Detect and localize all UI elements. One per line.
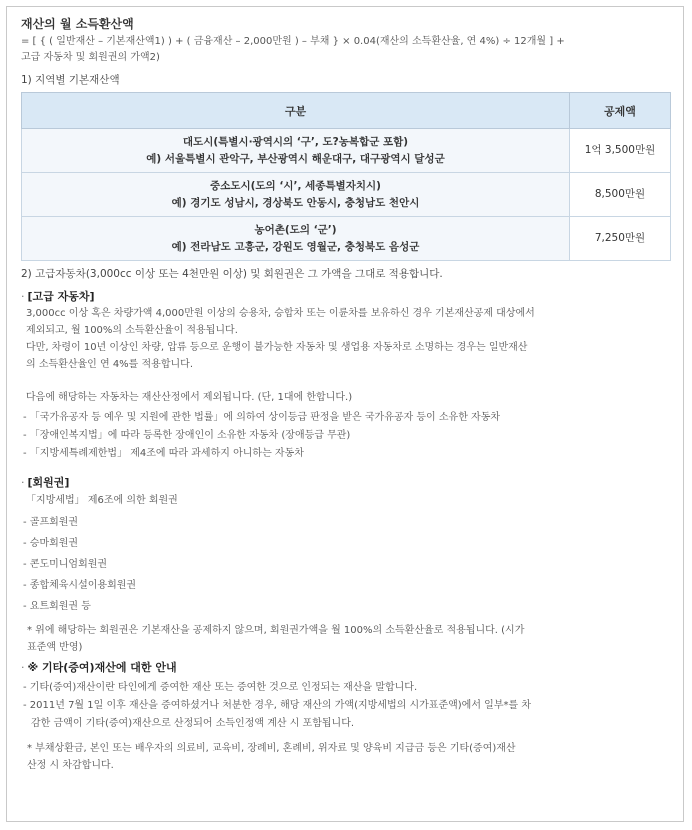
table-header-row xyxy=(22,93,671,129)
region-example: 예) 전라남도 고흥군, 강원도 영월군, 충청북도 음성군 xyxy=(171,240,420,253)
list-item: - 골프회원권 xyxy=(23,517,79,528)
car-section-heading: · [고급 자동차] xyxy=(21,290,95,303)
table-row xyxy=(22,217,671,261)
table-row xyxy=(22,173,671,217)
table-row xyxy=(22,129,671,173)
car-paragraph-1: 3,000cc 이상 혹은 차량가액 4,000만원 이상의 승용차, 승합차 또는 이륜차를 보유하신 경우 기본재산공제 대상에서 제외되고, 월 100%의 소득환산율이 적용됩니다. xyxy=(26,308,535,336)
basic-amount-heading: 1) 지역별 기본재산액 xyxy=(21,74,120,86)
car-exclusion-list xyxy=(21,409,671,463)
bullet-icon: · xyxy=(21,661,25,674)
list-item: - 기타(증여)재산이란 타인에게 증여한 재산 또는 증여한 것으로 인정되는 재산을 말합니다. xyxy=(23,682,418,693)
region-example: 예) 경기도 성남시, 경상북도 안동시, 충청남도 천안시 xyxy=(171,196,420,209)
list-item: - 콘도미니엄회원권 xyxy=(23,559,108,570)
list-item: - 종합체육시설이용회원권 xyxy=(23,580,137,591)
formula-line-2: 고급 자동차 및 회원권의 가액2) xyxy=(21,52,160,63)
region-name: 농어촌(도의 ‘군’) xyxy=(254,223,337,236)
membership-note: * 위에 해당하는 회원권은 기본재산을 공제하지 않으며, 회원권가액을 월 100%의 소득환산율로 적용됩니다. (시가 표준액 반영) xyxy=(27,625,525,653)
membership-list xyxy=(21,512,671,617)
list-item: - 승마회원권 xyxy=(23,538,79,549)
gift-section-heading: · ※ 기타(증여)재산에 대한 안내 xyxy=(21,661,177,674)
membership-basis: 「지방세법」 제6조에 의한 회원권 xyxy=(26,495,178,506)
list-item: - 2011년 7월 1일 이후 재산을 증여하셨거나 처분한 경우, 해당 재산의 가액(지방세법의 시가표준액)에서 일부*를 차 감한 금액이 기타(증여)재산으로 산정되어 소득인정액 계산 시 포함됩니다. xyxy=(23,700,531,729)
bullet-icon: · xyxy=(21,290,25,303)
gift-list xyxy=(21,679,671,733)
region-cell xyxy=(22,173,570,217)
header-region: 구분 xyxy=(22,93,570,129)
amount-cell: 1억 3,500만원 xyxy=(570,129,671,173)
region-cell xyxy=(22,129,570,173)
amount-cell: 8,500만원 xyxy=(570,173,671,217)
amount-cell: 7,250만원 xyxy=(570,217,671,261)
region-name: 대도시(특별시·광역시의 ‘구’, 도?농복합군 포함) xyxy=(182,135,409,148)
bullet-icon: · xyxy=(21,476,25,489)
list-item: - 「장애인복지법」에 따라 등록한 장애인이 소유한 자동차 (장애등급 무관) xyxy=(23,430,351,441)
car-exclusion-intro: 다음에 해당하는 자동차는 재산산정에서 제외됩니다. (단, 1대에 한합니다.) xyxy=(26,392,353,403)
content-frame xyxy=(6,6,684,822)
membership-section-heading: · [회원권] xyxy=(21,476,70,489)
luxury-note: 2) 고급자동차(3,000cc 이상 또는 4천만원 이상) 및 회원권은 그 가액을 그대로 적용합니다. xyxy=(21,268,443,280)
car-paragraph-2: 다만, 차령이 10년 이상인 차량, 압류 등으로 운행이 불가능한 자동차 및 생업용 자동차로 소명하는 경우는 일반재산 의 소득환산율인 연 4%를 적용합니다. xyxy=(26,342,528,370)
formula-line-1: = [ { ( 일반재산 – 기본재산액1) ) + ( 금융재산 – 2,000만원 ) – 부채 } × 0.04(재산의 소득환산율, 연 4%) ÷ 12개월 ] + xyxy=(21,36,565,47)
list-item: - 요트회원권 등 xyxy=(23,601,91,612)
list-item: - 「지방세특례제한법」 제4조에 따라 과세하지 아니하는 자동차 xyxy=(23,448,304,459)
header-amount: 공제액 xyxy=(570,93,671,129)
region-name: 중소도시(도의 ‘시’, 세종특별자치시) xyxy=(210,179,381,192)
gift-note: * 부채상환금, 본인 또는 배우자의 의료비, 교육비, 장례비, 혼례비, 위자료 및 양육비 지급금 등은 기타(증여)재산 산정 시 차감합니다. xyxy=(27,743,516,771)
list-item: - 「국가유공자 등 예우 및 지원에 관한 법률」에 의하여 상이등급 판정을 받은 국가유공자 등이 소유한 자동차 xyxy=(23,412,501,423)
region-example: 예) 서울특별시 관악구, 부산광역시 해운대구, 대구광역시 달성군 xyxy=(146,152,445,165)
basic-amount-table xyxy=(21,92,671,261)
page-title: 재산의 월 소득환산액 xyxy=(21,17,134,31)
region-cell xyxy=(22,217,570,261)
